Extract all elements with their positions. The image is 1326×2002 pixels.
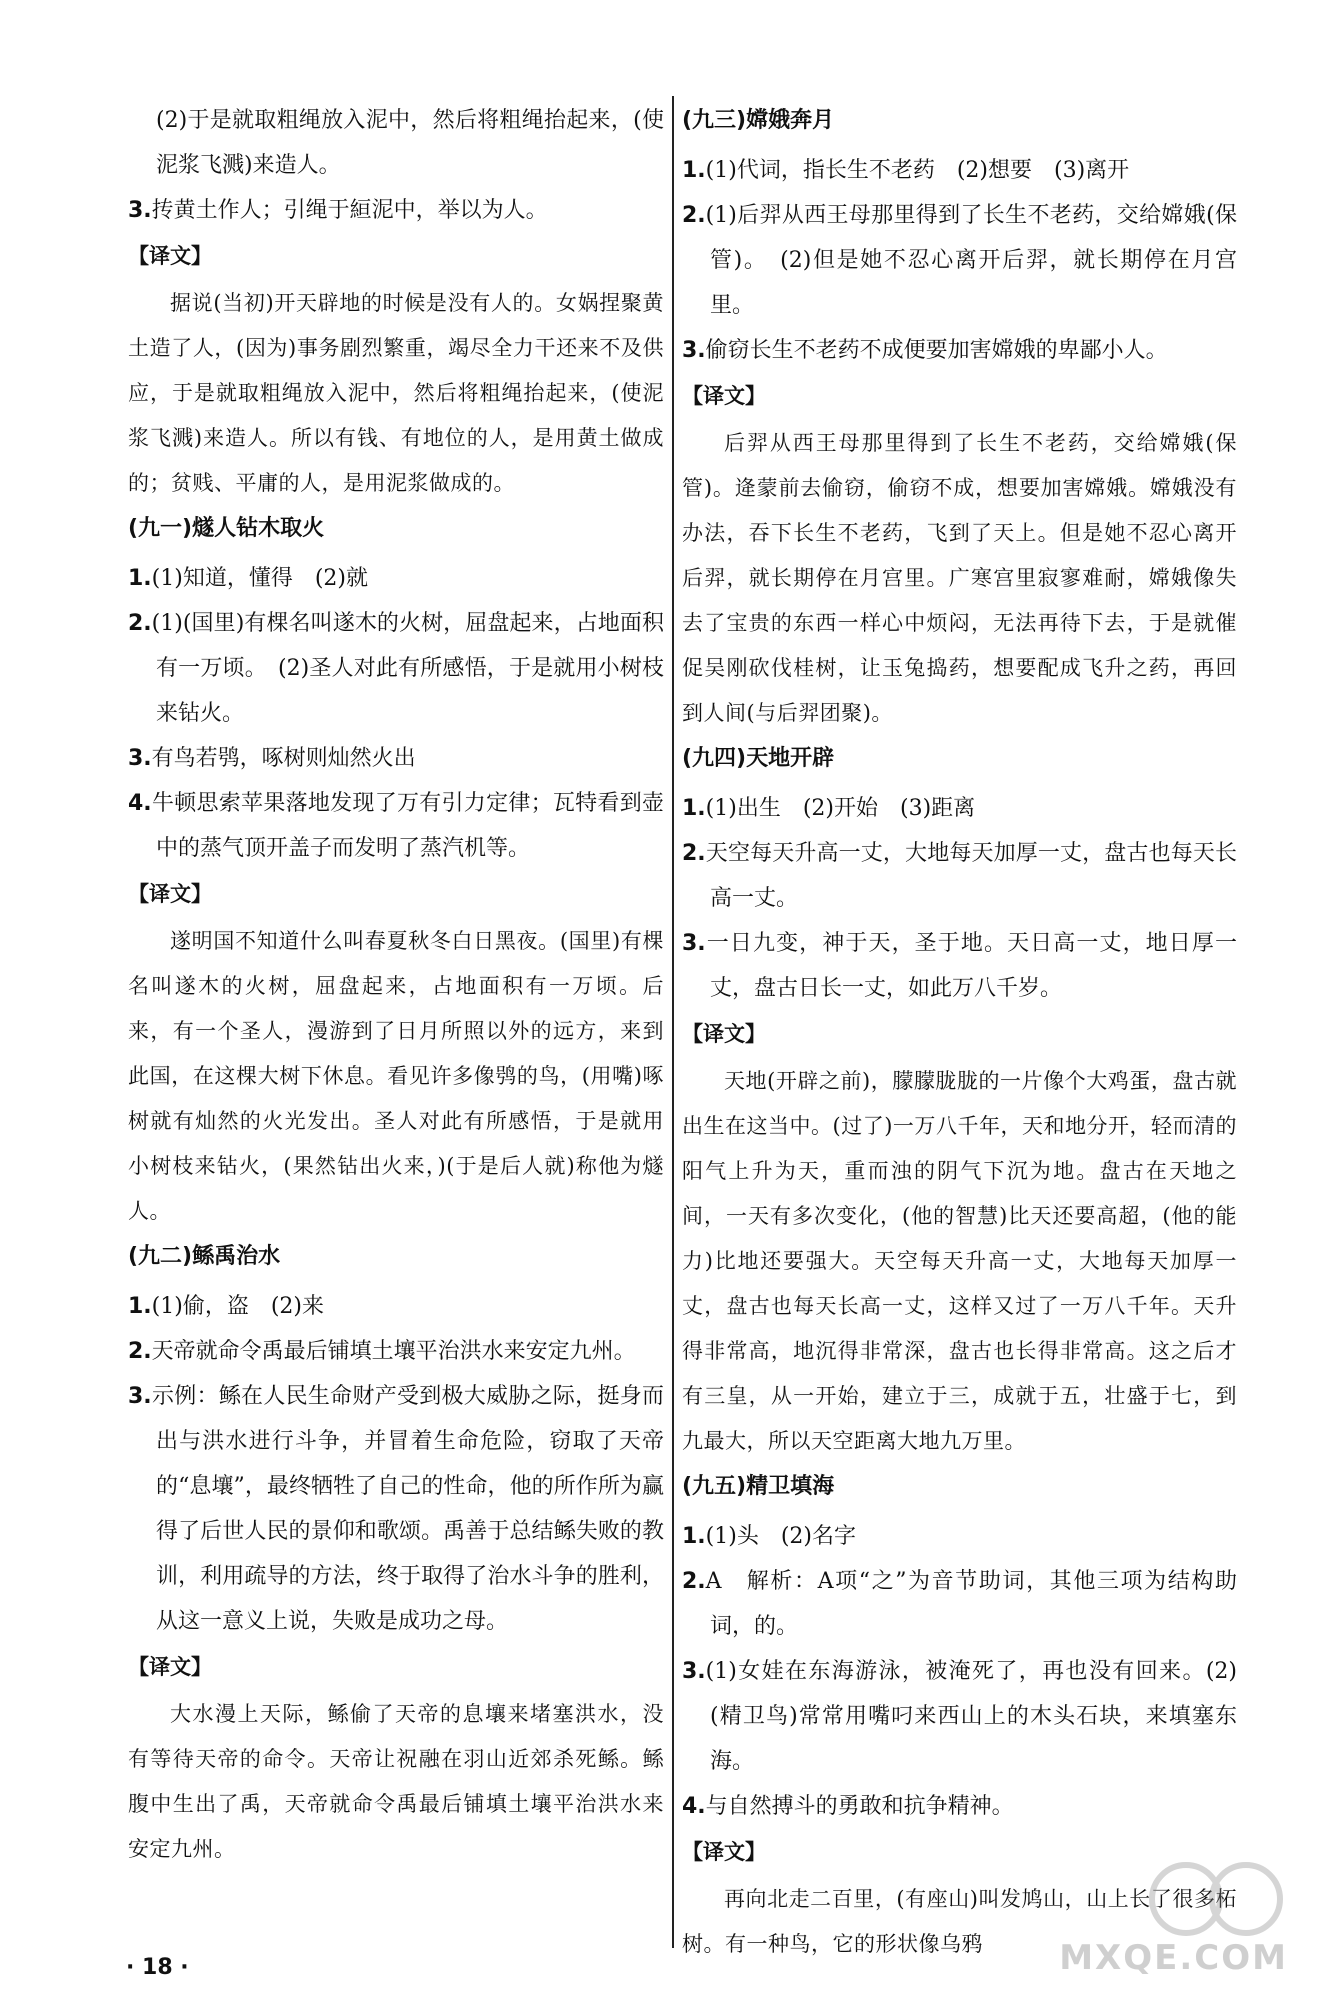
answer-item: [682, 831, 1237, 921]
item-text: (1)知道，懂得 (2)就: [151, 566, 368, 591]
item-number: 1.: [682, 158, 706, 183]
item-text: 天空每天升高一丈，大地每天加厚一丈，盘古也每天长高一丈。: [705, 841, 1237, 911]
item-text: 牛顿思索苹果落地发现了万有引力定律；瓦特看到壶中的蒸气顶开盖子而发明了蒸汽机等。: [151, 791, 664, 861]
answer-item: [682, 328, 1237, 373]
item-text: (1)(国里)有棵名叫遂木的火树，屈盘起来，占地面积有一万顷。 (2)圣人对此有所感悟，于是就用小树枝来钻火。: [151, 611, 664, 726]
answer-item: [128, 188, 664, 233]
item-number: 3.: [682, 338, 706, 363]
answer-item: [128, 736, 664, 781]
watermark-text: MXQE.COM: [1059, 1938, 1288, 1978]
translation-heading: 【译文】: [128, 244, 212, 268]
translation-paragraph: 后羿从西王母那里得到了长生不老药，交给嫦娥(保管)。逄蒙前去偷窃，偷窃不成，想要加害嫦娥。嫦娥没有办法，吞下长生不老药，飞到了天上。但是她不忍心离开后羿，就长期停在月宫里。广寒宫里寂寥难耐，嫦娥像失去了宝贵的东西一样心中烦闷，无法再待下去，于是就催促吴刚砍伐桂树，让玉兔捣药，想要配成飞升之药，再回到人间(与后羿团聚)。: [682, 431, 1237, 725]
page-number: · 18 ·: [126, 1955, 189, 1980]
answer-item: [682, 148, 1237, 193]
item-text: (1)代词，指长生不老药 (2)想要 (3)离开: [705, 158, 1130, 183]
item-text: 偷窃长生不老药不成便要加害嫦娥的卑鄙小人。: [705, 338, 1168, 363]
item-number: 4.: [128, 791, 152, 816]
translation-heading: 【译文】: [128, 1655, 212, 1679]
section-title: (九三)嫦娥奔月: [682, 108, 835, 133]
translation-heading: 【译文】: [682, 1840, 766, 1864]
translation-paragraph: 据说(当初)开天辟地的时候是没有人的。女娲捏聚黄土造了人，(因为)事务剧烈繁重，竭尽全力干还来不及供应，于是就取粗绳放入泥中，然后将粗绳抬起来，(使泥浆飞溅)来造人。所以有钱、有地位的人，是用黄土做成的；贫贱、平庸的人，是用泥浆做成的。: [128, 291, 664, 495]
item-number: 1.: [128, 1294, 152, 1319]
item-number: 3.: [682, 1659, 706, 1684]
answer-item: [128, 556, 664, 601]
item-number: 2.: [682, 1569, 706, 1594]
item-number: 2.: [682, 841, 706, 866]
answer-item: [128, 1329, 664, 1374]
translation-paragraph: 再向北走二百里，(有座山)叫发鸠山，山上长了很多柘树。有一种鸟，它的形状像乌鸦: [682, 1887, 1237, 1956]
item-text: 天帝就命令禹最后铺填土壤平治洪水来安定九州。: [151, 1339, 636, 1364]
item-text: (1)后羿从西王母那里得到了长生不老药，交给嫦娥(保管)。 (2)但是她不忍心离开后羿，就长期停在月宫里。: [705, 203, 1237, 318]
section-title: (九四)天地开辟: [682, 746, 835, 771]
item-number: 3.: [682, 931, 706, 956]
translation-paragraph: 天地(开辟之前)，朦朦胧胧的一片像个大鸡蛋，盘古就出生在这当中。(过了)一万八千年，天和地分开，轻而清的阳气上升为天，重而浊的阴气下沉为地。盘古在天地之间，一天有多次变化，(他的智慧)比天还要高超，(他的能力)比地还要强大。天空每天升高一丈，大地每天加厚一丈，盘古也每天长高一丈，这样又过了一万八千年。天升得非常高，地沉得非常深，盘古也长得非常高。这之后才有三皇，从一开始，建立于三，成就于五，壮盛于七，到九最大，所以天空距离大地九万里。: [682, 1069, 1237, 1453]
section-title: (九一)燧人钻木取火: [128, 516, 325, 541]
item-text: 一日九变，神于天，圣于地。天日高一丈，地日厚一丈，盘古日长一丈，如此万八千岁。: [705, 931, 1237, 1001]
answer-item: [128, 781, 664, 871]
item-text: (1)头 (2)名字: [705, 1524, 856, 1549]
column-divider: [672, 96, 674, 1948]
right-column: [682, 98, 1237, 1967]
answer-item: [128, 1284, 664, 1329]
translation-paragraph: 遂明国不知道什么叫春夏秋冬白日黑夜。(国里)有棵名叫遂木的火树，屈盘起来，占地面积有一万顷。后来，有一个圣人，漫游到了日月所照以外的远方，来到此国，在这棵大树下休息。看见许多像鸮的鸟，(用嘴)啄树就有灿然的火光发出。圣人对此有所感悟，于是就用小树枝来钻火，(果然钻出火来，)(于是后人就)称他为燧人。: [128, 929, 664, 1223]
item-text: 有鸟若鸮，啄树则灿然火出: [151, 746, 416, 771]
section-title: (九二)鲧禹治水: [128, 1244, 281, 1269]
item-text: (2)于是就取粗绳放入泥中，然后将粗绳抬起来，(使泥浆飞溅)来造人。: [156, 108, 664, 178]
item-number: 3.: [128, 198, 152, 223]
answer-item: [682, 786, 1237, 831]
item-text: 抟黄土作人；引绳于絙泥中，举以为人。: [151, 198, 548, 223]
translation-heading: 【译文】: [682, 1022, 766, 1046]
answer-item: [682, 1784, 1237, 1829]
watermark-logo: [1036, 1854, 1296, 1984]
translation-heading: 【译文】: [682, 384, 766, 408]
answer-item: [682, 1649, 1237, 1784]
answer-item: [682, 1514, 1237, 1559]
answer-item: [682, 193, 1237, 328]
item-number: 1.: [682, 1524, 706, 1549]
item-text: (1)偷，盗 (2)来: [151, 1294, 324, 1319]
item-number: 1.: [128, 566, 152, 591]
answer-item: [128, 98, 664, 188]
item-number: 2.: [128, 1339, 152, 1364]
item-number: 2.: [682, 203, 706, 228]
item-text: A 解析：A项“之”为音节助词，其他三项为结构助词，的。: [705, 1569, 1237, 1639]
item-number: 2.: [128, 611, 152, 636]
left-column: [128, 98, 664, 1872]
item-text: (1)出生 (2)开始 (3)距离: [705, 796, 976, 821]
answer-item: [682, 1559, 1237, 1649]
answer-item: [128, 601, 664, 736]
item-text: (1)女娃在东海游泳，被淹死了，再也没有回来。(2)(精卫鸟)常常用嘴叼来西山上的木头石块，来填塞东海。: [705, 1659, 1237, 1774]
translation-paragraph: 大水漫上天际，鲧偷了天帝的息壤来堵塞洪水，没有等待天帝的命令。天帝让祝融在羽山近郊杀死鲧。鲧腹中生出了禹，天帝就命令禹最后铺填土壤平治洪水来安定九州。: [128, 1702, 664, 1861]
item-number: 4.: [682, 1794, 706, 1819]
item-number: 3.: [128, 1384, 152, 1409]
item-number: 3.: [128, 746, 152, 771]
answer-item: [128, 1374, 664, 1644]
answer-item: [682, 921, 1237, 1011]
translation-heading: 【译文】: [128, 882, 212, 906]
section-title: (九五)精卫填海: [682, 1474, 835, 1499]
item-text: 与自然搏斗的勇敢和抗争精神。: [705, 1794, 1014, 1819]
item-text: 示例：鲧在人民生命财产受到极大威胁之际，挺身而出与洪水进行斗争，并冒着生命危险，窃取了天帝的“息壤”，最终牺牲了自己的性命，他的所作所为赢得了后世人民的景仰和歌颂。禹善于总结鲧失败的教训，利用疏导的方法，终于取得了治水斗争的胜利，从这一意义上说，失败是成功之母。: [151, 1384, 664, 1634]
item-number: 1.: [682, 796, 706, 821]
